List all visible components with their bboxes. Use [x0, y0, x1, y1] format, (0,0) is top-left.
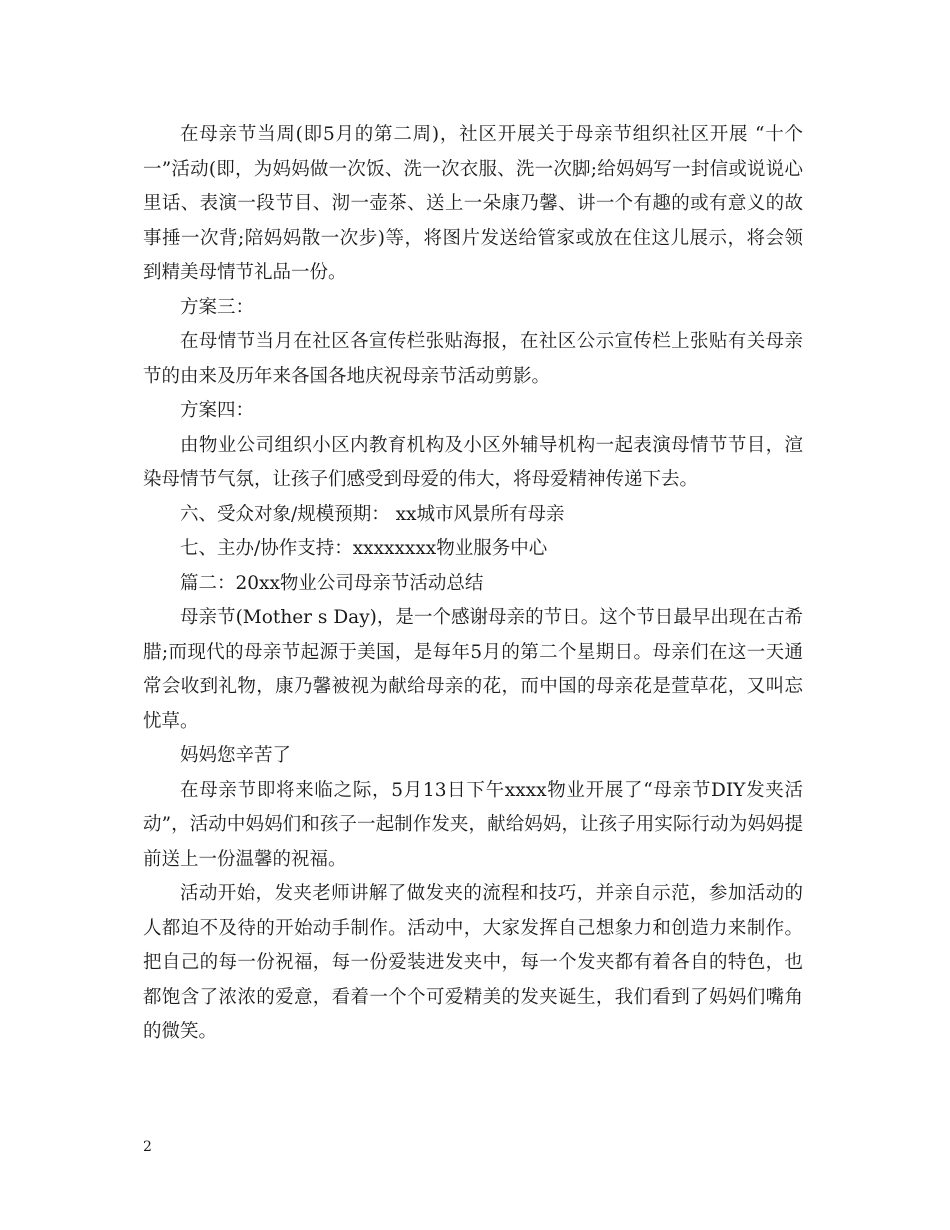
paragraph-diy-hairclip: 在母亲节即将来临之际，5月13日下午xxxx物业开展了“母亲节DIY发夹活动”，活动中妈妈们和孩子一起制作发夹，献给妈妈，让孩子用实际行动为妈妈提前送上一份温馨的祝福。: [143, 779, 803, 870]
page-number: 2: [143, 1139, 152, 1155]
paragraph-mothers-day-origin: 母亲节(Mother s Day)，是一个感谢母亲的节日。这个节日最早出现在古希腊;而现代的母亲节起源于美国，是每年5月的第二个星期日。母亲们在这一天通常会收到礼物，康乃馨被视为献给母亲的花，而中国的母亲花是萱草花，又叫忘忧草。: [143, 607, 803, 732]
paragraph-plan-three: 在母情节当月在社区各宣传栏张贴海报，在社区公示宣传栏上张贴有关母亲节的由来及历年来各国各地庆祝母亲节活动剪影。: [143, 331, 803, 387]
paragraph-activity-ten-ones: 在母亲节当周(即5月的第二周)，社区开展关于母亲节组织社区开展 “十个一”活动(即，为妈妈做一次饭、洗一次衣服、洗一次脚;给妈妈写一封信或说说心里话、表演一段节目、沏一壶茶、送上一朵康乃馨、讲一个有趣的或有意义的故事捶一次背;陪妈妈散一次步)等，将图片发送给管家或放在住这儿展示，将会领到精美母情节礼品一份。: [143, 124, 803, 283]
document-body: [143, 118, 803, 1050]
section-title-part-two: 篇二：20xx物业公司母亲节活动总结: [180, 572, 484, 594]
paragraph-audience: 六、受众对象/规模预期： xx城市风景所有母亲: [180, 503, 565, 525]
paragraph-plan-four: 由物业公司组织小区内教育机构及小区外辅导机构一起表演母情节节目，渲染母情节气氛，让孩子们感受到母爱的伟大，将母爱精神传递下去。: [143, 434, 803, 490]
heading-plan-four: 方案四：: [180, 400, 255, 421]
paragraph-activity-start: 活动开始，发夹老师讲解了做发夹的流程和技巧，并亲自示范，参加活动的人都迫不及待的开始动手制作。活动中，大家发挥自己想象力和创造力来制作。把自己的每一份祝福，每一份爱装进发夹中，每一个发夹都有着各自的特色，也都饱含了浓浓的爱意，看着一个个可爱精美的发夹诞生，我们看到了妈妈们嘴角的微笑。: [143, 883, 803, 1042]
heading-plan-three: 方案三：: [180, 296, 255, 318]
subtitle-mom-thank-you: 妈妈您辛苦了: [180, 745, 292, 766]
paragraph-organizer: 七、主办/协作支持：xxxxxxxx物业服务中心: [180, 538, 548, 559]
